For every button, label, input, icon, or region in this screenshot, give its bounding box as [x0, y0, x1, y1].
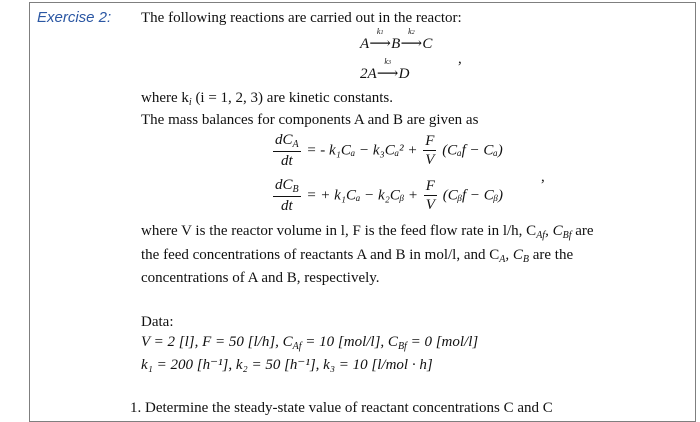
equation-2: $\frac{dC_B}{dt}$ = + k₁Cₐ − k₂Cᵦ + $\frac{F}{V}$ (Cᵦf − Cᵦ) [275, 177, 504, 214]
reaction-2: 2A k3 ⟶D [360, 57, 410, 82]
reaction-comma: , [458, 51, 462, 67]
eq2-lhs-fraction: $\frac{dC_B}{dt}$ [275, 177, 299, 214]
reaction-arrow-2: k2 ⟶ [400, 27, 423, 52]
equation-comma: , [541, 169, 545, 185]
reaction-arrow-3: k3 ⟶ [376, 57, 399, 82]
data-line-2: k₁ = 200 [h⁻¹], k₂ = 50 [h⁻¹], k₃ = 10 [l/mol · h] [141, 357, 433, 373]
equation-1: $\frac{dC_A}{dt}$ = - k₁Cₐ − k₃Cₐ² + $\frac{F}{V}$ (Cₐf − Cₐ) [275, 132, 503, 169]
where-line-1: where V is the reactor volume in l, F is the feed flow rate in l/h, $C_{Af}$, $C_{Bf}$ are [141, 223, 594, 241]
reaction-arrow-1: k1 ⟶ [369, 27, 391, 52]
kinetic-text: where $k_i$ (i = 1, 2, 3) are kinetic constants. [141, 90, 394, 108]
reaction-1: A k1 ⟶B k2 ⟶C [360, 27, 433, 52]
eq1-flow-fraction: $\frac{F}{V}$ [425, 133, 435, 168]
mass-balance-text: The mass balances for components A and B are given as [141, 112, 479, 128]
data-label: Data: [141, 314, 174, 330]
eq1-lhs-fraction: $\frac{dC_A}{dt}$ [275, 132, 299, 169]
data-line-1: V = 2 [l], F = 50 [l/h], $C_{Af} = 10$ [mol/l], $C_{Bf} = 0$ [mol/l] [141, 334, 479, 352]
cut-off-line: 1. Determine the steady-state value of reactant concentrations C and C [130, 400, 553, 416]
exercise-label: Exercise 2: [37, 9, 112, 26]
where-line-3: concentrations of A and B, respectively. [141, 270, 380, 286]
intro-text: The following reactions are carried out in the reactor: [141, 10, 462, 26]
eq2-flow-fraction: $\frac{F}{V}$ [425, 178, 435, 213]
where-line-2: the feed concentrations of reactants A and B in mol/l, and $C_A$, $C_B$ are the [141, 247, 574, 265]
